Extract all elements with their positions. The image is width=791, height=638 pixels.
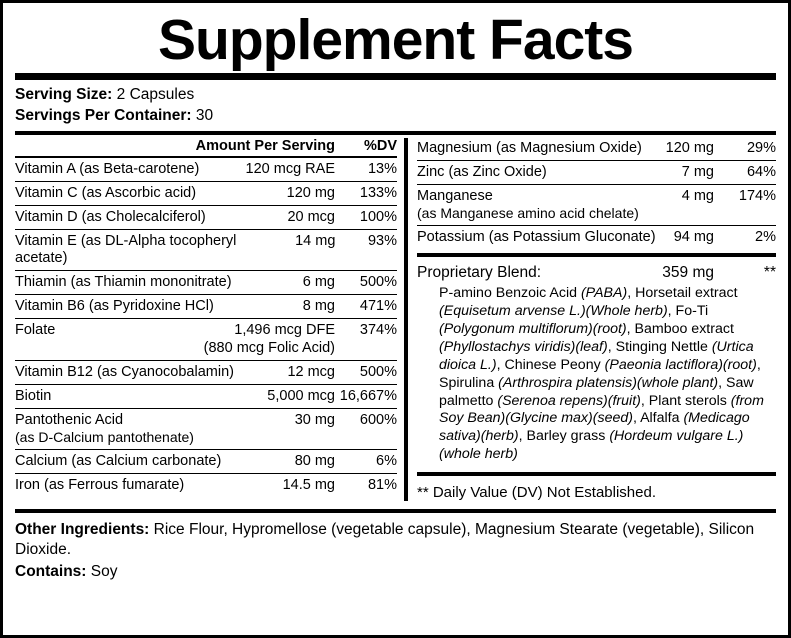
nutrient-amount: 30 mg bbox=[294, 411, 335, 428]
nutrient-dv: 374% bbox=[359, 322, 397, 339]
nutrient-amount: 7 mg bbox=[681, 163, 714, 180]
nutrition-columns bbox=[15, 138, 776, 501]
nutrient-name: Iron (as Ferrous fumarate) bbox=[15, 476, 185, 493]
nutrient-amount: 8 mg bbox=[302, 298, 335, 315]
nutrient-amount: 5,000 mcg bbox=[267, 387, 335, 404]
table-row bbox=[15, 294, 397, 318]
nutrient-dv: 2% bbox=[755, 228, 776, 245]
nutrient-amount: 6 mg bbox=[302, 274, 335, 291]
nutrient-amount: 12 mcg bbox=[287, 363, 335, 380]
nutrient-amount: 1,496 mcg DFE (880 mcg Folic Acid) bbox=[203, 322, 335, 356]
serving-size-line bbox=[15, 85, 776, 106]
nutrient-name: Thiamin (as Thiamin mononitrate) bbox=[15, 274, 232, 291]
servings-per-container-label: Servings Per Container: bbox=[15, 106, 192, 124]
blend-divider-bottom bbox=[417, 472, 776, 476]
table-row bbox=[15, 156, 397, 181]
table-row bbox=[15, 181, 397, 205]
nutrient-amount: 20 mcg bbox=[287, 208, 335, 225]
nutrient-name: Magnesium (as Magnesium Oxide) bbox=[417, 139, 642, 156]
nutrient-dv: 6% bbox=[376, 452, 397, 469]
nutrient-amount: 120 mg bbox=[665, 139, 714, 156]
other-ingredients-value: Rice Flour, Hypromellose (vegetable capsule), Magnesium Stearate (vegetable), Silicon Dioxide. bbox=[15, 521, 755, 559]
nutrient-dv: 500% bbox=[359, 274, 397, 291]
servings-per-container-line bbox=[15, 106, 776, 127]
nutrient-dv: 93% bbox=[367, 233, 397, 250]
proprietary-blend-dv: ** bbox=[763, 263, 776, 281]
serving-size-value: 2 Capsules bbox=[116, 85, 195, 103]
nutrient-amount: 120 mcg RAE bbox=[245, 160, 335, 177]
nutrient-name: Vitamin E (as DL-Alpha tocopheryl acetate) bbox=[15, 233, 237, 267]
nutrient-dv: 100% bbox=[359, 208, 397, 225]
nutrient-name: Manganese (as Manganese amino acid chelate) bbox=[417, 188, 678, 222]
table-row bbox=[15, 205, 397, 229]
table-row bbox=[15, 449, 397, 473]
table-row bbox=[417, 160, 776, 184]
nutrient-dv: 600% bbox=[359, 411, 397, 428]
nutrient-name: Folate bbox=[15, 322, 56, 339]
amount-per-serving-header: Amount Per Serving bbox=[195, 137, 335, 154]
nutrient-dv: 16,667% bbox=[339, 387, 397, 404]
serving-size-label: Serving Size: bbox=[15, 85, 113, 103]
nutrient-name: Zinc (as Zinc Oxide) bbox=[417, 163, 547, 180]
proprietary-blend-amount: 359 mg bbox=[662, 263, 714, 281]
other-ingredients bbox=[15, 516, 776, 560]
nutrient-name: Vitamin B12 (as Cyanocobalamin) bbox=[15, 363, 234, 380]
other-ingredients-label: Other Ingredients: bbox=[15, 521, 150, 539]
nutrient-dv: 29% bbox=[746, 139, 776, 156]
nutrient-amount: 94 mg bbox=[673, 228, 714, 245]
nutrient-name-sub: (as Manganese amino acid chelate) bbox=[417, 205, 639, 222]
table-row bbox=[417, 184, 776, 225]
contains-statement bbox=[15, 560, 776, 582]
table-row bbox=[15, 384, 397, 408]
nutrient-dv: 64% bbox=[746, 163, 776, 180]
serving-divider bbox=[15, 131, 776, 135]
table-row bbox=[15, 473, 397, 497]
page-title: Supplement Facts bbox=[158, 8, 633, 72]
title-divider bbox=[15, 73, 776, 80]
nutrient-dv: 13% bbox=[367, 160, 397, 177]
nutrient-amount: 4 mg bbox=[681, 187, 714, 204]
blend-divider-top bbox=[417, 253, 776, 257]
nutrient-amount: 120 mg bbox=[286, 184, 335, 201]
nutrient-dv: 174% bbox=[738, 187, 776, 204]
nutrient-name: Calcium (as Calcium carbonate) bbox=[15, 452, 222, 469]
nutrient-name: Pantothenic Acid (as D-Calcium pantothenate) bbox=[15, 412, 291, 446]
nutrient-name-sub: (as D-Calcium pantothenate) bbox=[15, 429, 194, 445]
contains-value: Soy bbox=[90, 563, 118, 581]
proprietary-blend-row bbox=[417, 260, 776, 285]
serving-info bbox=[15, 85, 776, 127]
table-row bbox=[15, 360, 397, 384]
dv-footnote: ** Daily Value (DV) Not Established. bbox=[417, 484, 656, 502]
nutrient-dv: 500% bbox=[359, 363, 397, 380]
proprietary-blend-label: Proprietary Blend: bbox=[417, 263, 542, 281]
nutrient-name: Vitamin D (as Cholecalciferol) bbox=[15, 208, 206, 225]
nutrient-name: Potassium (as Potassium Gluconate) bbox=[417, 228, 656, 245]
column-divider bbox=[404, 138, 408, 501]
table-row bbox=[15, 318, 397, 359]
nutrient-dv: 81% bbox=[367, 476, 397, 493]
contains-label: Contains: bbox=[15, 563, 87, 581]
nutrient-dv: 133% bbox=[359, 184, 397, 201]
proprietary-blend-ingredients: P-amino Benzoic Acid (PABA), Horsetail extract (Equisetum arvense L.)(Whole herb), Fo-Ti (Polygonum multiflorum)(root), Bamboo extract (Phyllostachys viridis)(leaf), Stinging Nettle (Urtica dioica L.), Chinese Peony (Paeonia lactiflora)(root), Spirulina (Arthrospira platensis)(whole plant), Saw palmetto (Serenoa repens)(fruit), Plant sterols (from Soy Bean)(Glycine max)(seed), Alfalfa (Medicago sativa)(herb), Barley grass (Hordeum vulgare L.)(whole herb) bbox=[439, 285, 764, 463]
nutrient-amount: 14 mg bbox=[295, 233, 336, 250]
nutrient-amount: 14.5 mg bbox=[282, 476, 335, 493]
nutrient-amount: 80 mg bbox=[294, 452, 335, 469]
table-row bbox=[15, 408, 397, 449]
nutrition-column-left bbox=[15, 138, 397, 501]
nutrient-amount-secondary: (880 mcg Folic Acid) bbox=[203, 339, 335, 356]
table-row bbox=[417, 138, 776, 160]
nutrient-name: Vitamin C (as Ascorbic acid) bbox=[15, 184, 197, 201]
column-headers bbox=[15, 138, 397, 156]
table-row bbox=[15, 229, 397, 270]
nutrient-name: Vitamin A (as Beta-carotene) bbox=[15, 160, 200, 177]
servings-per-container-value: 30 bbox=[195, 106, 214, 124]
other-ingredients-divider bbox=[15, 509, 776, 513]
nutrient-name: Biotin bbox=[15, 387, 52, 404]
nutrient-dv: 471% bbox=[359, 298, 397, 315]
table-row bbox=[15, 270, 397, 294]
nutrient-name: Vitamin B6 (as Pyridoxine HCl) bbox=[15, 298, 214, 315]
nutrition-column-right bbox=[417, 138, 776, 501]
dv-header: %DV bbox=[363, 137, 397, 154]
table-row bbox=[417, 225, 776, 249]
